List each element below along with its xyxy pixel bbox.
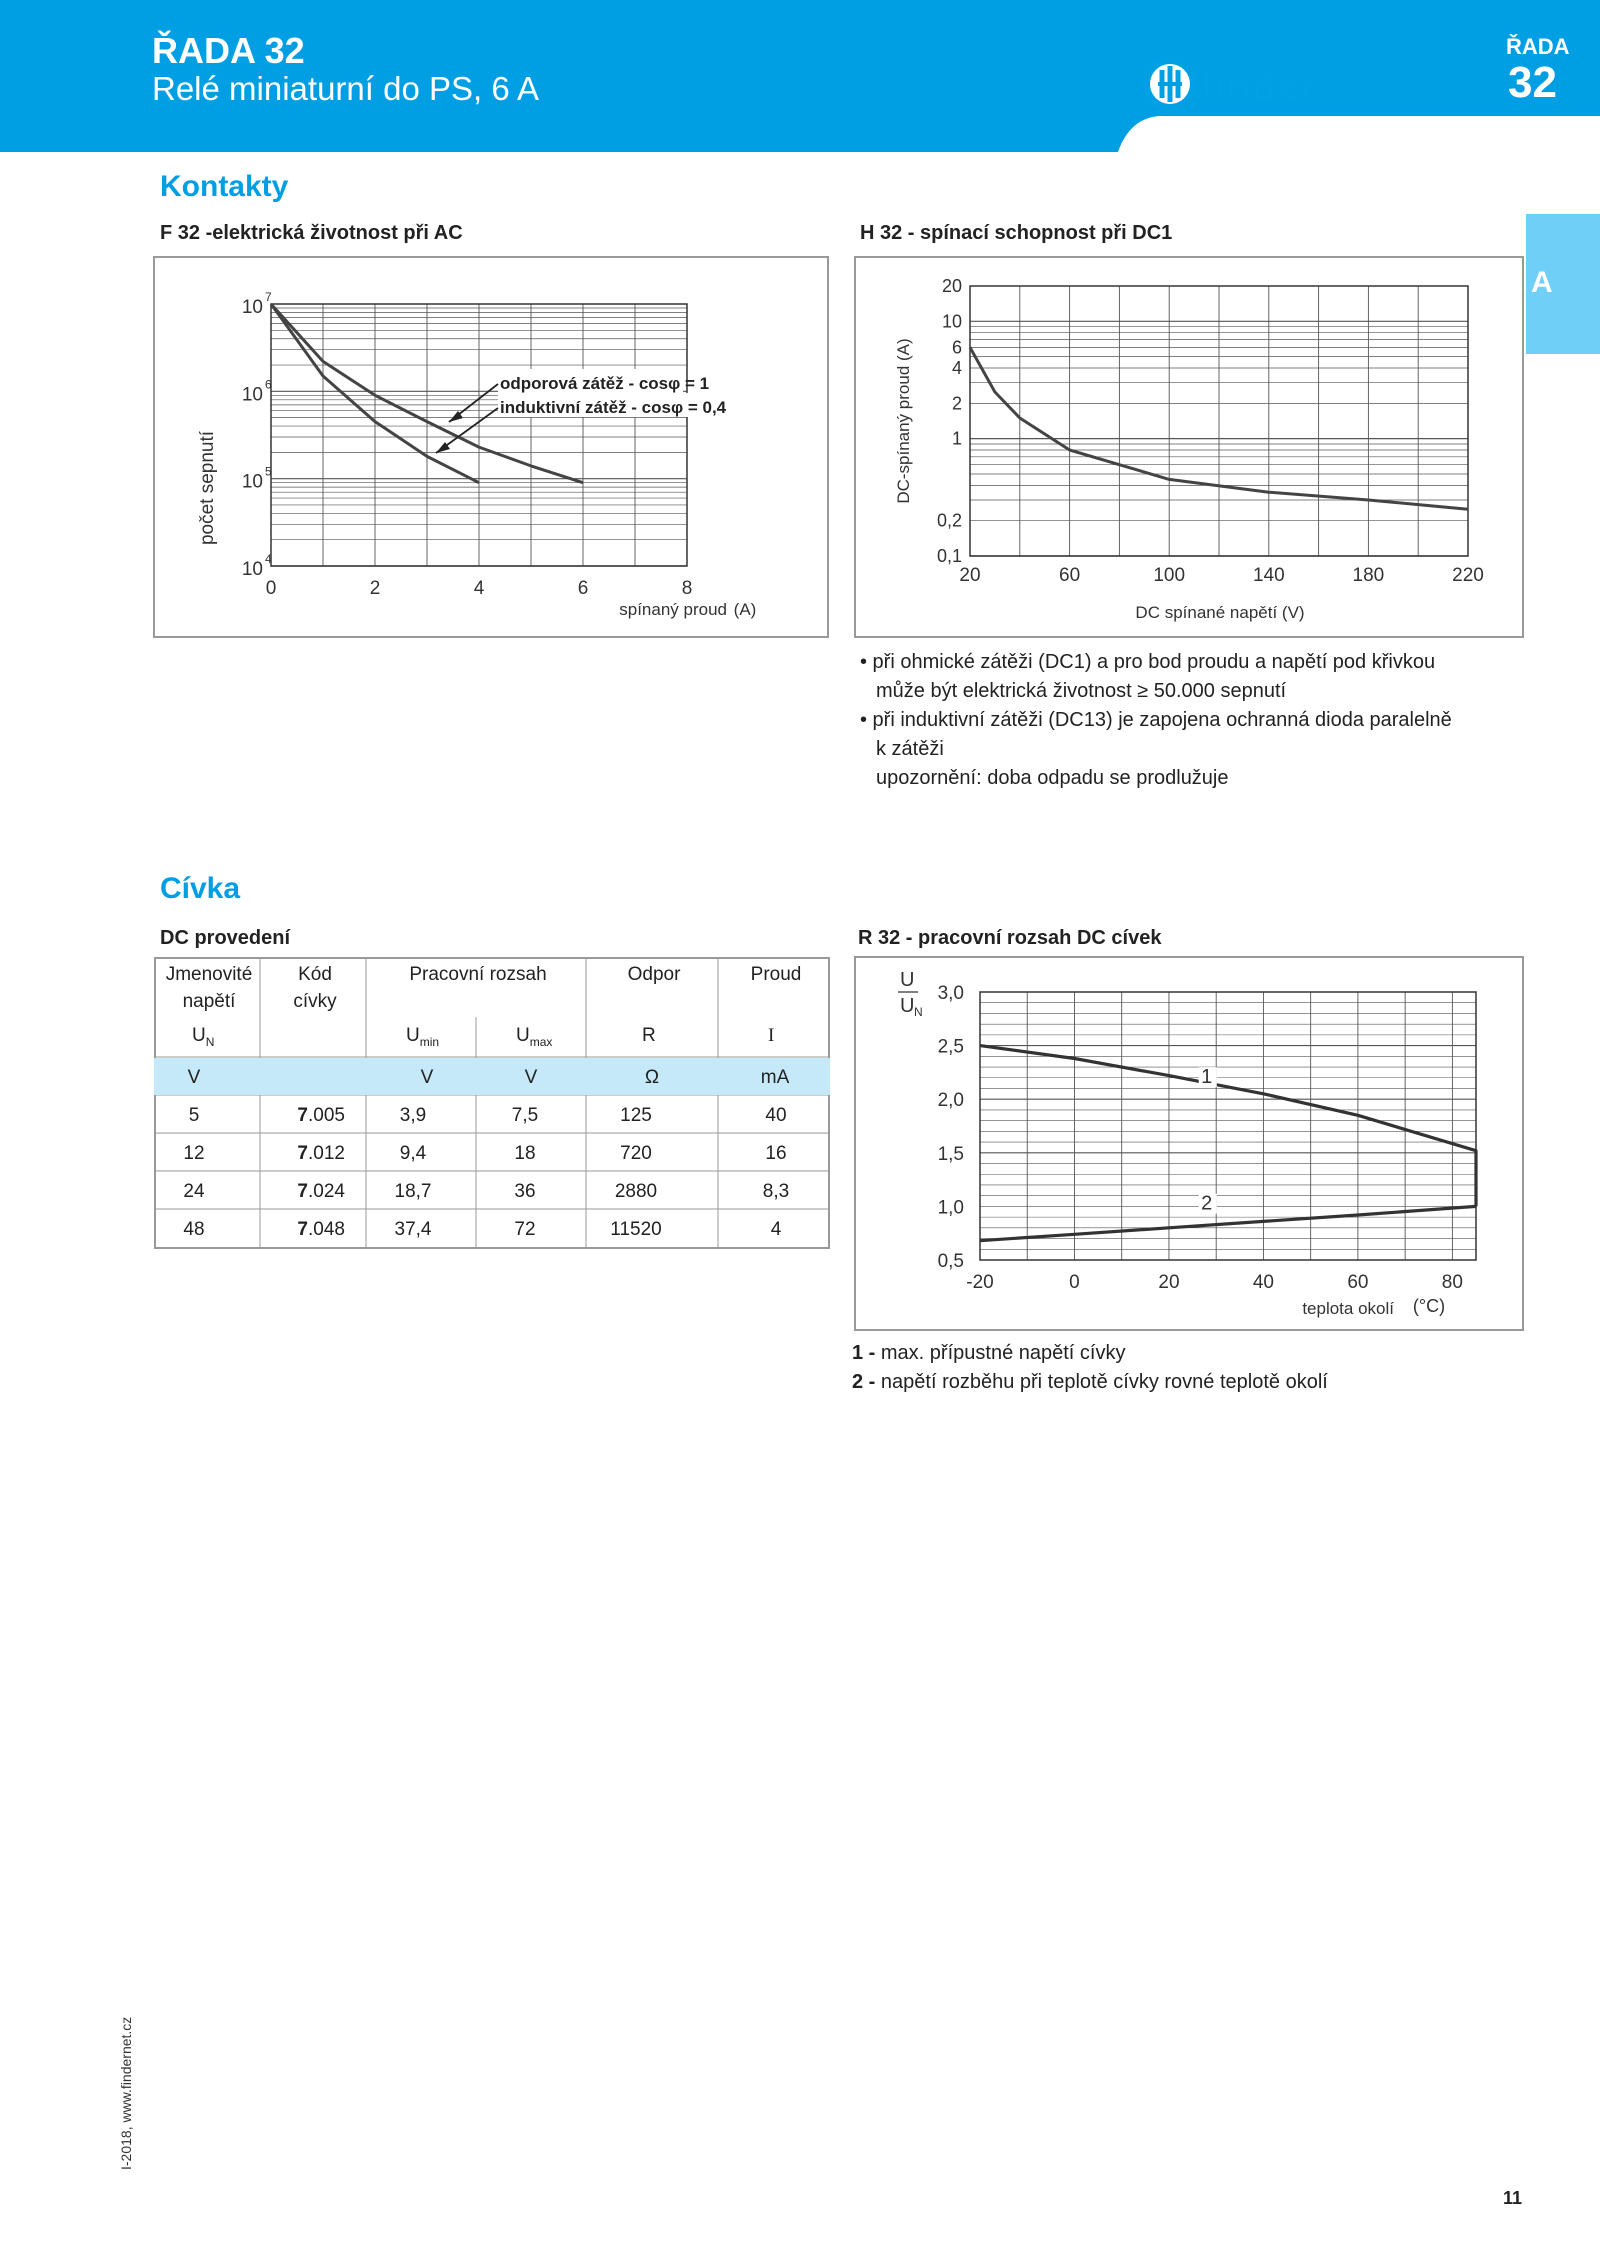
h32-ytick: 0,2: [936, 510, 962, 531]
h32-ytick: 1: [951, 428, 962, 449]
r32-xtick: 60: [1347, 1272, 1369, 1293]
coil-cell: 125: [620, 1105, 652, 1126]
h32-ylabel: DC-spínaný proud (A): [894, 338, 913, 504]
r32-xtick: -20: [966, 1272, 994, 1293]
r32-ytick: 2,5: [937, 1036, 964, 1058]
h32-xtick: 60: [1059, 565, 1081, 586]
coil-cell: 18: [514, 1143, 536, 1164]
coil-cell: .012: [308, 1143, 345, 1164]
dc-heading: DC provedení: [160, 927, 291, 949]
coil-cell: 2880: [614, 1181, 658, 1202]
coil-cell: 18,7: [394, 1181, 432, 1202]
coil-cell: 40: [765, 1105, 787, 1126]
r32-yfrac-top: U: [900, 969, 915, 991]
legend-text: napětí rozběhu při teplotě cívky rovné teplotě okolí: [875, 1371, 1328, 1393]
coil-cell: 48: [183, 1219, 205, 1240]
r32-ytick: 1,0: [937, 1197, 964, 1219]
coil-cell: 7: [297, 1105, 308, 1126]
col-current: Proud: [750, 964, 802, 985]
side-tab-label: A: [1531, 266, 1553, 299]
h32-chart: [854, 256, 1524, 638]
h32-ytick: 20: [941, 276, 962, 296]
h32-ytick: 10: [941, 311, 962, 332]
logo-wordmark: finder: [1200, 62, 1317, 109]
note-line: upozornění: doba odpadu se prodlužuje: [876, 767, 1229, 789]
coil-cell: 3,9: [399, 1105, 427, 1126]
h32-ytick: 2: [951, 393, 962, 414]
note-line: k zátěži: [876, 738, 944, 760]
r32-xtick: 40: [1252, 1272, 1274, 1293]
h32-ytick: 0,1: [936, 546, 962, 566]
r32-series-line: [980, 1046, 1476, 1207]
f32-ytick: 10: [241, 384, 263, 406]
f32-ytick-exp: 5: [265, 464, 272, 479]
footer-side-text: I-2018, www.findernet.cz: [118, 2016, 134, 2170]
f32-ylabel: počet sepnutí: [197, 430, 218, 546]
h32-xtick: 180: [1352, 565, 1385, 586]
note-line: může být elektrická životnost ≥ 50.000 sepnutí: [876, 680, 1287, 702]
r32-legend: [852, 1339, 1328, 1397]
series-tab-number: 32: [1508, 58, 1557, 107]
sym-un: U: [192, 1025, 206, 1046]
coil-cell: 7: [297, 1219, 308, 1240]
sym-i: I: [768, 1025, 775, 1046]
sym-un-sub: N: [205, 1034, 215, 1049]
r32-xunit: (°C): [1412, 1296, 1446, 1316]
f32-xtick: 4: [473, 578, 485, 599]
h32-xtick: 20: [959, 565, 981, 586]
coil-cell: 7: [297, 1181, 308, 1202]
f32-ytick: 10: [241, 297, 263, 318]
f32-xtick: 2: [369, 578, 381, 599]
coil-cell: 9,4: [399, 1143, 427, 1164]
sym-umin: U: [406, 1025, 420, 1046]
f32-ytick-exp: 4: [265, 552, 272, 566]
f32-label-resistive: odporová zátěž - cosφ = 1: [500, 374, 710, 393]
r32-xtick: 80: [1441, 1272, 1463, 1293]
dc-notes: [860, 648, 1452, 793]
r32-ytick: 0,5: [937, 1251, 964, 1272]
f32-label-inductive: induktivní zátěž - cosφ = 0,4: [500, 398, 727, 417]
r32-ytick: 1,5: [937, 1143, 964, 1165]
note-line: • při ohmické zátěži (DC1) a pro bod proudu a napětí pod křivkou: [860, 651, 1436, 673]
unit-ma: mA: [760, 1067, 790, 1088]
legend-num: 1 -: [852, 1342, 876, 1364]
series-title: ŘADA 32: [152, 30, 305, 71]
unit-umin: V: [420, 1067, 434, 1088]
r32-xlabel: teplota okolí: [1302, 1299, 1394, 1318]
f32-xtick: 0: [265, 578, 277, 599]
coil-cell: 24: [183, 1181, 205, 1202]
coil-cell: 7,5: [511, 1105, 539, 1126]
f32-chart: [153, 256, 829, 638]
page-number: 11: [1503, 2188, 1523, 2208]
coil-cell: 16: [765, 1143, 787, 1164]
f32-ytick-exp: 6: [265, 377, 272, 392]
coil-cell: 4: [770, 1219, 782, 1240]
h32-ytick: 6: [951, 337, 962, 358]
r32-ytick: 2,0: [937, 1090, 964, 1112]
sym-umax-sub: max: [529, 1034, 553, 1049]
legend-item: [852, 1368, 1328, 1397]
h32-ytick: 4: [951, 358, 962, 379]
coil-cell: .005: [308, 1105, 345, 1126]
r32-ytick: 3,0: [937, 983, 964, 1004]
r32-yfrac-sub: N: [914, 1005, 923, 1019]
f32-heading: F 32 -elektrická životnost při AC: [160, 222, 463, 244]
series-tab-label: ŘADA: [1506, 34, 1570, 59]
coil-cell: .048: [308, 1219, 345, 1240]
r32-series-line: [980, 1206, 1476, 1240]
col-coil-code: Kód: [298, 964, 332, 985]
r32-chart: [854, 956, 1524, 1331]
h32-xtick: 220: [1452, 565, 1484, 586]
r32-xtick: 20: [1158, 1272, 1180, 1293]
coil-cell: 11520: [610, 1219, 662, 1240]
r32-xtick: 0: [1069, 1272, 1080, 1293]
legend-text: max. přípustné napětí cívky: [875, 1342, 1126, 1364]
f32-ytick-exp: 7: [265, 290, 272, 304]
legend-item: [852, 1339, 1328, 1368]
f32-xlabel: spínaný proud: [619, 600, 727, 619]
col-coil-code-2: cívky: [293, 991, 337, 1012]
col-resistance: Odpor: [627, 964, 681, 985]
f32-ytick: 10: [241, 559, 263, 580]
f32-xtick: 8: [681, 578, 693, 599]
r32-curve2-label: 2: [1201, 1192, 1213, 1215]
coil-title: Cívka: [160, 872, 241, 905]
coil-cell: 72: [514, 1219, 536, 1240]
h32-xtick: 100: [1153, 565, 1186, 586]
h32-xlabel: DC spínané napětí (V): [1135, 603, 1305, 622]
r32-plot-border: [980, 992, 1476, 1260]
coil-table: [154, 957, 830, 1249]
coil-cell: 12: [183, 1143, 205, 1164]
r32-yfrac-bot: U: [900, 995, 915, 1017]
series-subtitle: Relé miniaturní do PS, 6 A: [152, 70, 540, 107]
sym-umin-sub: min: [419, 1034, 440, 1049]
sym-umax: U: [516, 1025, 530, 1046]
f32-ytick: 10: [241, 471, 263, 493]
coil-cell: 37,4: [394, 1219, 432, 1240]
col-nominal-voltage-2: napětí: [182, 991, 236, 1012]
unit-v: V: [187, 1067, 201, 1088]
col-working-range: Pracovní rozsah: [409, 964, 547, 985]
unit-ohm: Ω: [644, 1067, 660, 1088]
h32-xtick: 140: [1252, 565, 1285, 586]
coil-cell: 36: [514, 1181, 536, 1202]
sym-r: R: [642, 1025, 656, 1046]
f32-xtick: 6: [577, 578, 589, 599]
coil-cell: 720: [620, 1143, 652, 1164]
coil-cell: .024: [308, 1181, 345, 1202]
coil-cell: 7: [297, 1143, 308, 1164]
contacts-title: Kontakty: [160, 170, 289, 203]
legend-num: 2 -: [852, 1371, 876, 1393]
col-nominal-voltage: Jmenovité: [165, 964, 253, 985]
coil-cell: 8,3: [762, 1181, 790, 1202]
note-line: • při induktivní zátěži (DC13) je zapojena ochranná dioda paralelně: [860, 709, 1452, 731]
unit-umax: V: [524, 1067, 538, 1088]
f32-xunit: (A): [733, 600, 757, 619]
coil-cell: 5: [188, 1105, 200, 1126]
r32-curve1-label: 1: [1201, 1066, 1213, 1089]
r32-heading: R 32 - pracovní rozsah DC cívek: [858, 927, 1162, 949]
h32-heading: H 32 - spínací schopnost při DC1: [860, 222, 1173, 244]
